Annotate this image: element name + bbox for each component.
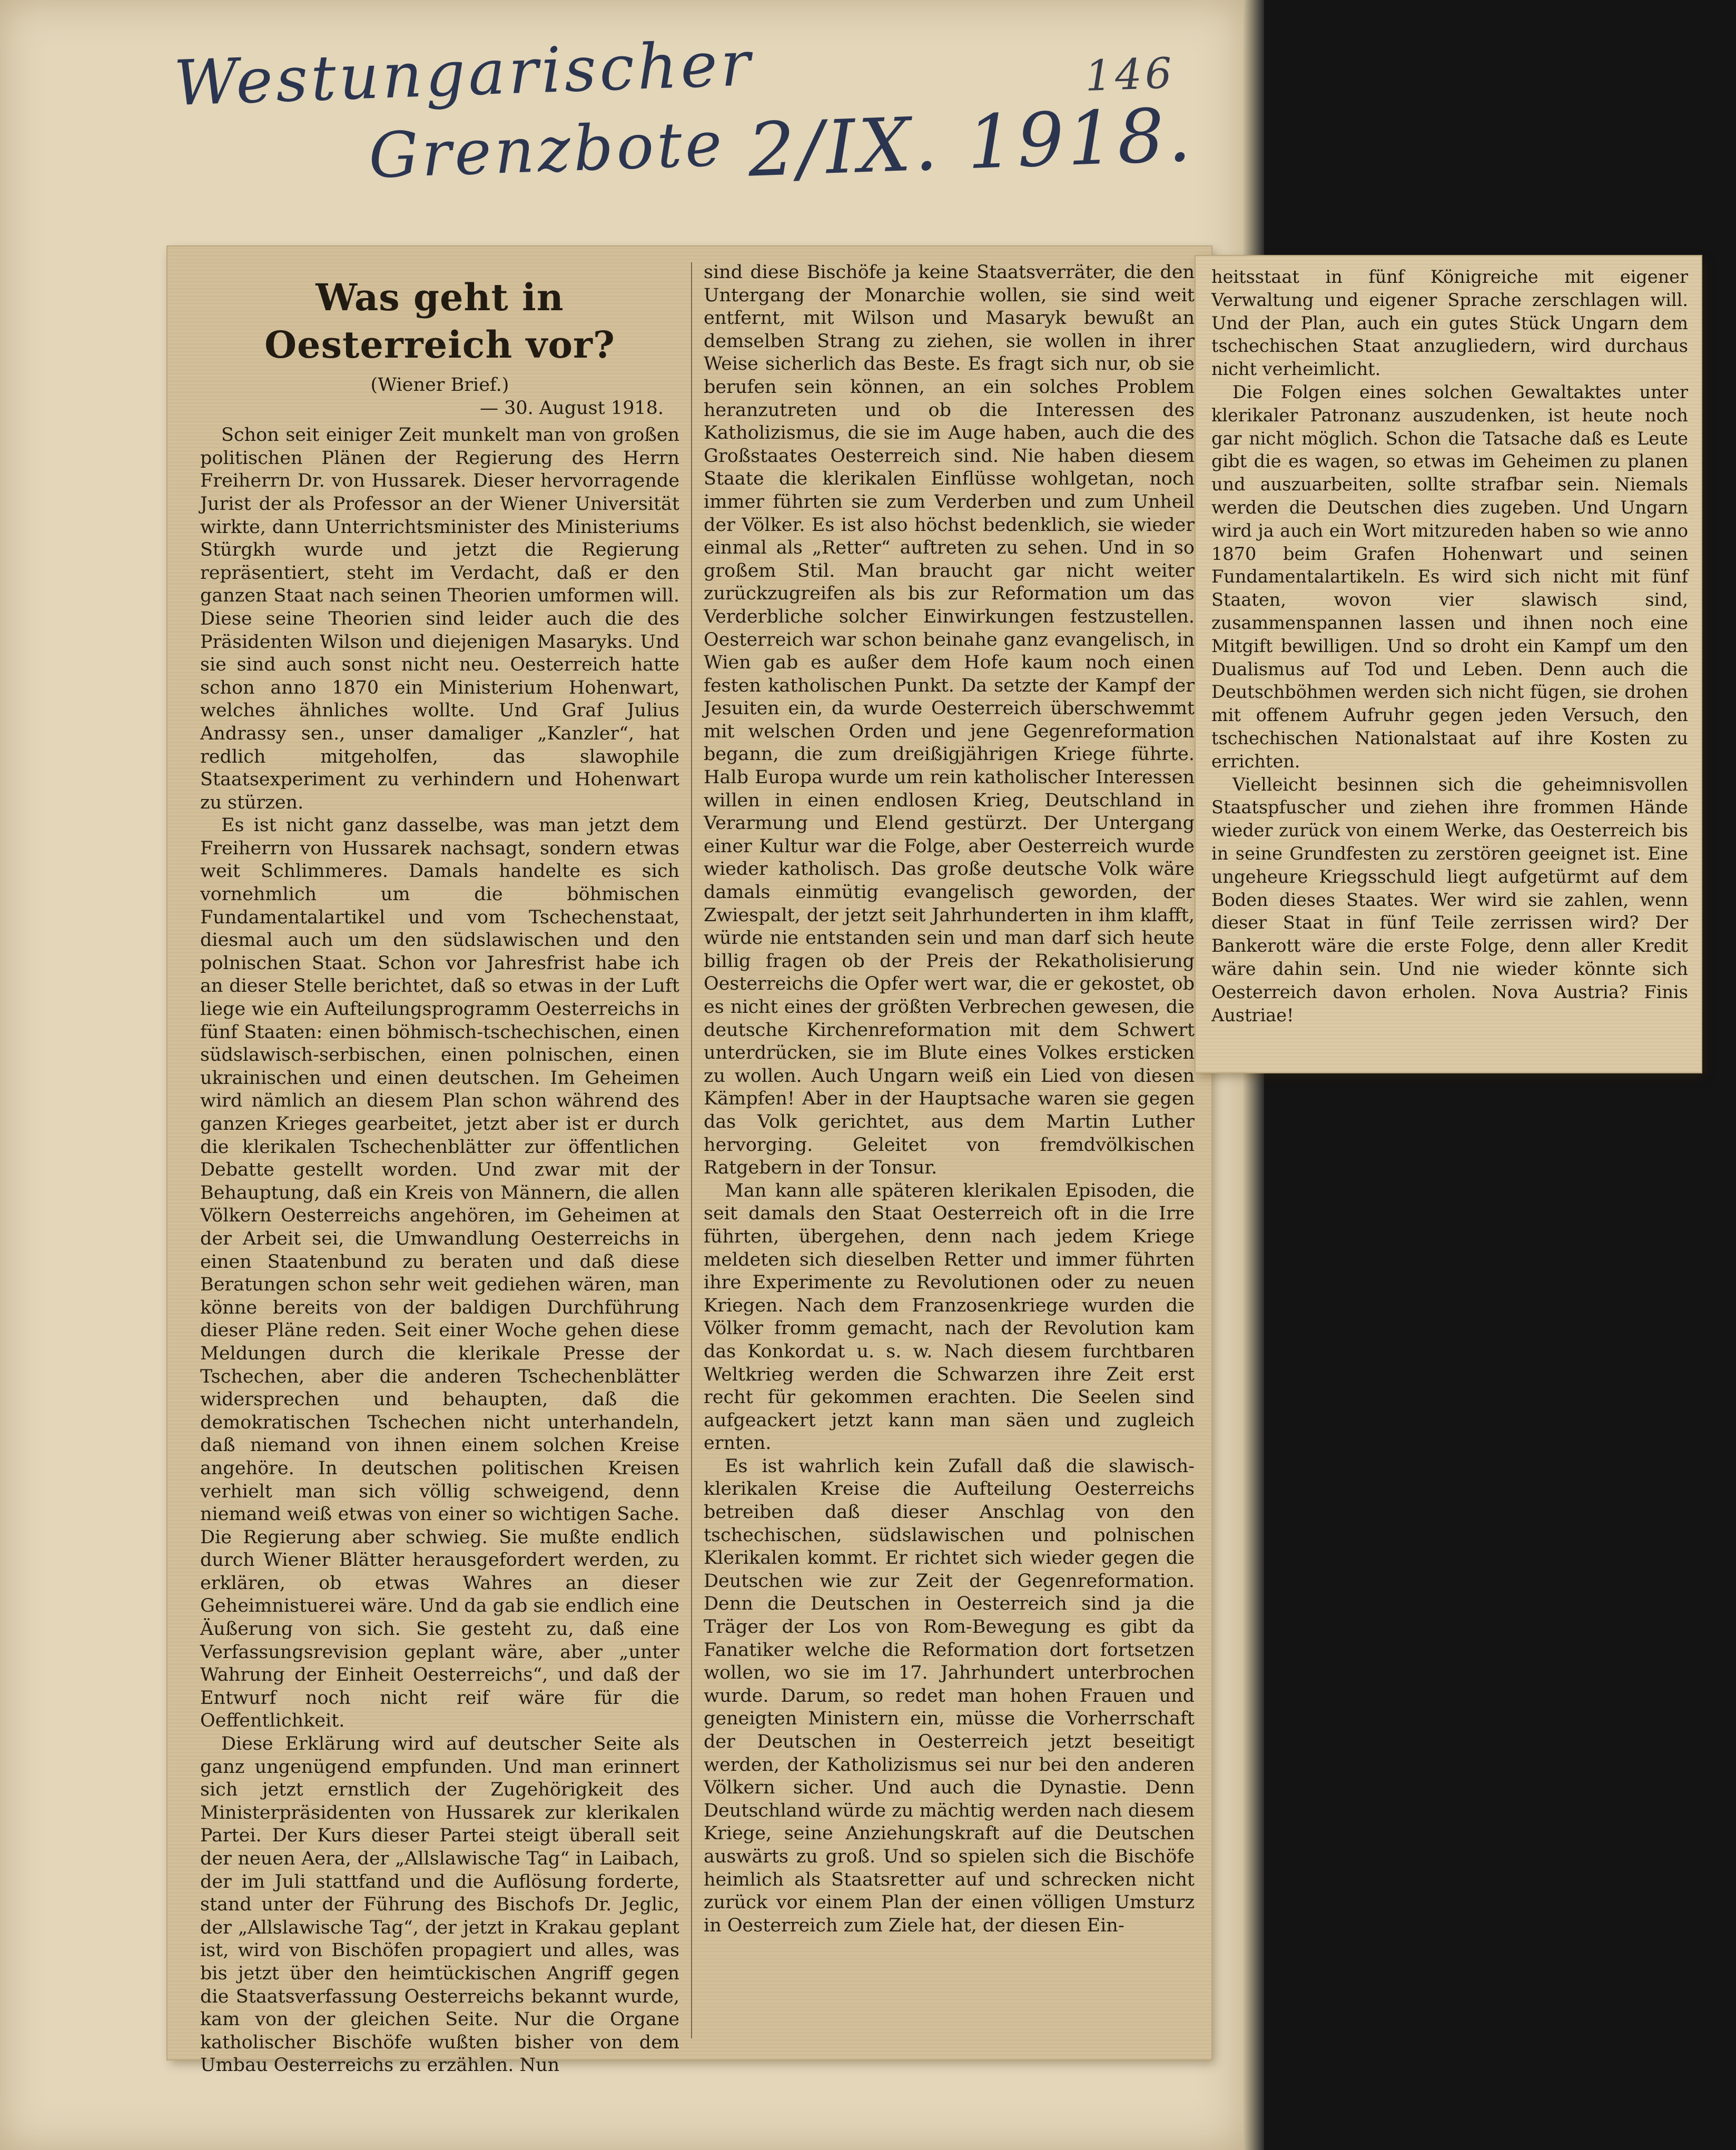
paragraph: Vielleicht besinnen sich die geheimnisvollen Staatspfuscher und ziehen ihre frommen Hände wieder zurück von einem Werke, das Oesterreich bis in seine Grundfesten zu zerstören geeignet ist. Eine ungeheure Kriegsschuld liegt aufgetürmt auf dem Boden dieses Staates. Wer wird sie zahlen, wenn dieser Staat in fünf Teile zerrissen wird? Der Bankerott wäre die erste Folge, denn aller Kredit wäre dahin sein. Und nie wieder könnte sich Oesterreich davon erholen. Nova Austria? Finis Austriae! [1211,774,1688,1025]
paragraph: Man kann alle späteren klerikalen Episoden, die seit damals den Staat Oesterreich oft in die Irre führten, übergehen, denn nach jedem Kriege meldeten sich dieselben Retter und immer führten ihre Experimente zu Revolutionen oder zu neuen Kriegen. Nach dem Franzosenkriege wurden die Völker fromm gemacht, nach der Revolution kam das Konkordat u. s. w. Nach diesem furchtbaren Weltkrieg werden die Schwarzen ihre Zeit erst recht für gekommen erachten. Die Seelen sind aufgeackert jetzt kann man säen und zugleich ernten. [704,1180,1195,1454]
paragraph: Die Folgen eines solchen Gewaltaktes unter klerikaler Patronanz auszudenken, ist heute noch gar nicht möglich. Schon die Tatsache daß es Leute gibt die es wagen, so etwas im Geheimen zu planen und auszuarbeiten, sollte strafbar sein. Niemals werden die Deutschen dies zugeben. Und Ungarn wird ja auch ein Wort mitzureden haben so wie anno 1870 beim Grafen Hohenwart und seinen Fundamentalartikeln. Es wird sich nicht mit fünf Staaten, wovon vier slawisch sind, zusammenspannen lassen und ihnen noch eine Mitgift bewilligen. Und so droht ein Kampf um den Dualismus auf Tod und Leben. Denn auch die Deutschböhmen werden sich nicht fügen, sie drohen mit offenem Aufruhr gegen jeden Versuch, den tschechischen Nationalstaat auf ihre Kosten zu errichten. [1211,381,1688,772]
article-column-2 [704,261,1195,2044]
article-column-1 [200,261,679,2076]
paragraph: heitsstaat in fünf Königreiche mit eigener Verwaltung und eigener Sprache zerschlagen will. Und der Plan, auch ein gutes Stück Ungarn dem tschechischen Staat anzugliedern, wird durchaus nicht verheimlicht. [1211,267,1688,380]
column-divider [691,262,692,2038]
article-column-3 [1211,265,1688,1062]
handwritten-date: 2/IX. 1918. [746,92,1196,194]
paragraph: Schon seit einiger Zeit munkelt man von großen politischen Plänen der Regierung des Herrn Freiherrn Dr. von Hussarek. Dieser hervorragende Jurist der als Professor an der Wiener Universität wirkte, dann Unterrichtsminister des Ministeriums Stürgkh wurde und jetzt die Regierung repräsentiert, steht im Verdacht, daß er den ganzen Staat nach seinen Theorien umformen will. Diese seine Theorien sind leider auch die des Präsidenten Wilson und diejenigen Masaryks. Und sie sind auch sonst nicht neu. Oesterreich hatte schon anno 1870 ein Ministerium Hohenwart, welches ähnliches wollte. Und Graf Julius Andrassy sen., unser damaliger „Kanzler“, hat redlich mitgeholfen, das slawophile Staatsexperiment zu verhindern und Hohenwart zu stürzen. [200,425,679,813]
paragraph: Diese Erklärung wird auf deutscher Seite als ganz ungenügend empfunden. Und man erinnert sich jetzt ernstlich der Zugehörigkeit des Ministerpräsidenten von Hussarek zur klerikalen Partei. Der Kurs dieser Partei steigt überall seit der neuen Aera, der „Allslawische Tag“ in Laibach, der im Juli stattfand und die Auflösung forderte, stand unter der Führung des Bischofs Dr. Jeglic, der „Allslawische Tag“, der jetzt in Krakau geplant ist, wird von Bischöfen propagiert und alles, was bis jetzt über den heimtückischen Angriff gegen die Staatsverfassung Oesterreichs bekannt wurde, kam von der gleichen Seite. Nur die Organe katholischer Bischöfe wußten bisher von dem Umbau Oesterreichs zu erzählen. Nun [200,1733,679,2076]
paragraph: sind diese Bischöfe ja keine Staatsverräter, die den Untergang der Monarchie wollen, sie sind weit entfernt, mit Wilson und Masaryk bewußt an demselben Strang zu ziehen, sie wollen in ihrer Weise sicherlich das Beste. Es fragt sich nur, ob sie berufen sein können, an ein solches Problem heranzutreten und ob die Interessen des Katholizismus, die sie im Auge haben, auch die des Großstaates Oesterreich sind. Nie haben diesem Staate die klerikalen Einflüsse wohlgetan, noch immer führten sie zum Verderben und zum Unheil der Völker. Es ist also höchst bedenklich, sie wieder einmal als „Retter“ auftreten zu sehen. Und in so großem Stil. Man braucht gar nicht weiter zurückzugreifen als bis zur Reformation um das Verderbliche solcher Einwirkungen festzustellen. Oesterreich war schon beinahe ganz evangelisch, in Wien gab es außer dem Hofe kaum noch einen festen katholischen Punkt. Da setzte der Kampf der Jesuiten ein, da wurde Oesterreich überschwemmt mit welschen Orden und jene Gegenreformation begann, die zum dreißigjährigen Kriege führte. Halb Europa wurde um rein katholischer Interessen willen in einen endlosen Krieg, Deutschland in Verarmung und Elend gestürzt. Der Untergang einer Kultur war die Folge, aber Oesterreich wurde wieder katholisch. Das große deutsche Volk wäre damals einmütig evangelisch geworden, der Zwiespalt, der jetzt seit Jahrhunderten in ihm klafft, würde nie entstanden sein und man darf sich heute billig fragen ob der Preis der Rekatholisierung Oesterreichs die Opfer wert war, die er gekostet, ob es nicht eines der größten Verbrechen gewesen, die deutsche Kirchenreformation mit dem Schwert unterdrücken, sie im Blute eines Volkes ersticken zu wollen. Auch Ungarn weiß ein Lied von diesen Kämpfen! Aber in der Hauptsache waren sie gegen das Volk gerichtet, aus dem Martin Luther hervorging. Geleitet von fremdvölkischen Ratgebern in der Tonsur. [704,262,1195,1179]
archive-number: 146 [1084,48,1176,101]
handwritten-source-line2: Grenzbote [367,107,726,192]
newspaper-clipping-main [167,246,1211,2076]
article-subheadline: (Wiener Brief.) [370,374,509,396]
paragraph: Es ist nicht ganz dasselbe, was man jetzt dem Freiherrn von Hussarek nachsagt, sondern etwas weit Schlimmeres. Damals handelte es sich vornehmlich um die böhmischen Fundamentalartikel und vom Tschechenstaat, diesmal auch um den südslawischen und den polnischen Staat. Schon vor Jahresfrist habe ich an dieser Stelle berichtet, daß so etwas in der Luft liege wie ein Aufteilungsprogramm Oesterreichs in fünf Staaten: einen böhmisch-tschechischen, einen südslawisch-serbischen, einen polnischen, einen ukrainischen und einen deutschen. Im Geheimen wird nämlich an diesem Plan schon während des ganzen Krieges gearbeitet, jetzt aber ist er durch die klerikalen Tschechenblätter zur öffentlichen Debatte gestellt worden. Und zwar mit der Behauptung, daß ein Kreis von Männern, die allen Völkern Oesterreichs angehören, im Geheimen at der Arbeit sei, die Umwandlung Oesterreichs in einen Staatenbund zu beraten und daß diese Beratungen schon sehr weit gediehen wären, man könne bereits von der baldigen Durchführung dieser Pläne reden. Seit einer Woche gehen diese Meldungen durch die klerikale Presse der Tschechen, aber die anderen Tschechenblätter widersprechen und behaupten, daß die demokratischen Tschechen nicht unterhandeln, daß niemand von ihnen einem solchen Kreise angehöre. In deutschen politischen Kreisen verhielt man sich völlig schweigend, denn niemand weiß etwas von einer so wichtigen Sache. Die Regierung aber schwieg. Sie mußte endlich durch Wiener Blätter herausgefordert werden, zu erklären, ob etwas Wahres an dieser Geheimnistuerei wäre. Und da gab sie endlich eine Äußerung von sich. Sie gesteht zu, daß eine Verfassungsrevision geplant wäre, aber „unter Wahrung der Einheit Oesterreichs“, und daß der Entwurf noch nicht reif wäre für die Oeffentlichkeit. [200,815,679,1732]
article-headline: Was geht in Oesterreich vor? [264,275,615,367]
paragraph: Es ist wahrlich kein Zufall daß die slawisch-klerikalen Kreise die Aufteilung Oesterreichs betreiben daß dieser Anschlag von den tschechischen, südslawischen und polnischen Klerikalen kommt. Er richtet sich wieder gegen die Deutschen wie zur Zeit der Gegenreformation. Denn die Deutschen in Oesterreich sind ja die Träger der Los von Rom-Bewegung es gibt da Fanatiker welche die Reformation dort fortsetzen wollen, wo sie im 17. Jahrhundert unterbrochen wurde. Darum, so redet man hohen Frauen und geneigten Ministern ein, müsse die Vorherrschaft der Deutschen in Oesterreich jetzt beseitigt werden, der Katholizismus sei nur bei den anderen Völkern sicher. Und auch die Dynastie. Denn Deutschland würde zu mächtig werden nach diesem Kriege, seine Anziehungskraft auf die Deutschen auswärts zu groß. Und so spielen sich die Bischöfe heimlich als Staatsretter auf und schrecken nicht zurück vor einem Plan der einen völligen Umsturz in Oesterreich zum Ziele hat, der diesen Ein- [704,1455,1195,1936]
article-dateline: — 30. August 1918. [479,397,664,419]
newspaper-clipping-continuation [1196,256,1701,1072]
handwritten-source-line1: Westungarischer [172,26,755,120]
